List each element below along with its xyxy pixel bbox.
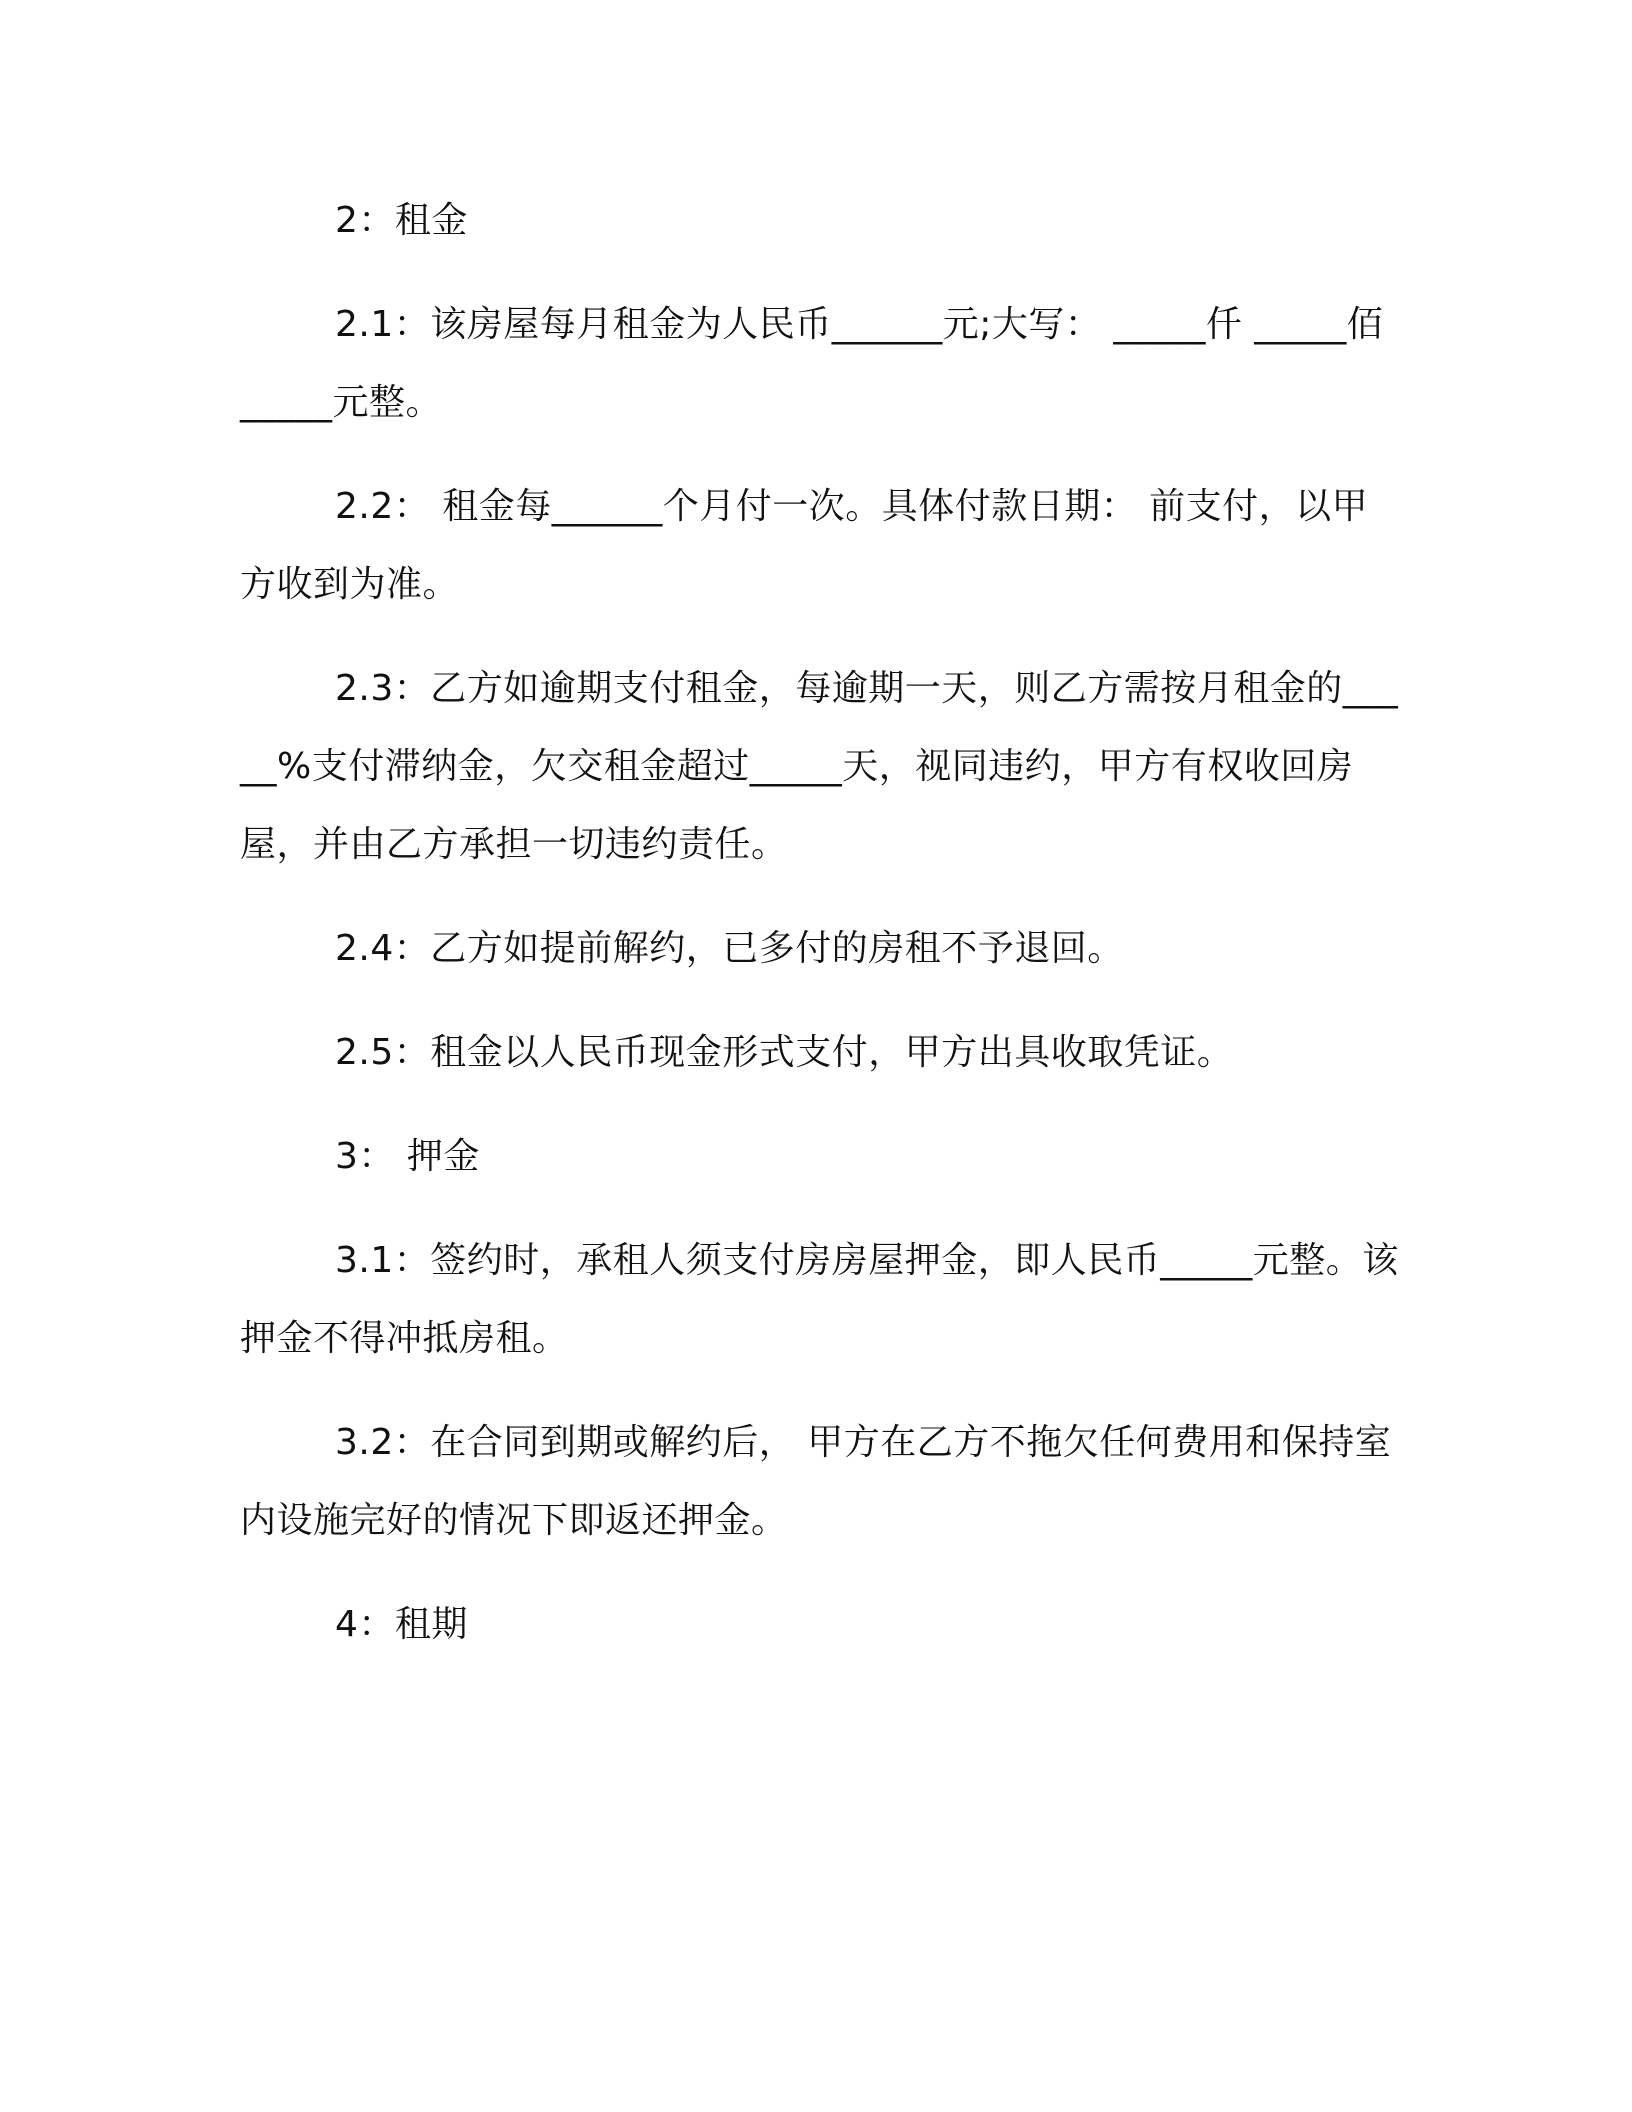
section-heading-term: 4：租期 [335,1604,468,1645]
section-heading-deposit: 3： 押金 [335,1136,480,1177]
clause-2-1: 2.1：该房屋每月租金为人民币______元;大写： _____仟 _____佰 _____元整。 [240,304,1384,423]
clause-3-1: 3.1：签约时，承租人须支付房房屋押金，即人民币_____元整。该押金不得冲抵房租。 [240,1240,1399,1359]
clause-3-2: 3.2：在合同到期或解约后， 甲方在乙方不拖欠任何费用和保持室内设施完好的情况下即返还押金。 [240,1422,1392,1541]
clause-2-2: 2.2： 租金每______个月付一次。具体付款日期： 前支付，以甲方收到为准。 [240,486,1369,605]
clause-2-4: 2.4：乙方如提前解约，已多付的房租不予退回。 [335,928,1124,969]
document-body [240,182,1400,1690]
section-heading-rent: 2：租金 [335,200,468,241]
clause-2-3: 2.3：乙方如逾期支付租金，每逾期一天，则乙方需按月租金的_____%支付滞纳金，欠交租金超过_____天，视同违约，甲方有权收回房屋，并由乙方承担一切违约责任。 [240,668,1399,865]
clause-2-5: 2.5：租金以人民币现金形式支付，甲方出具收取凭证。 [335,1032,1234,1073]
